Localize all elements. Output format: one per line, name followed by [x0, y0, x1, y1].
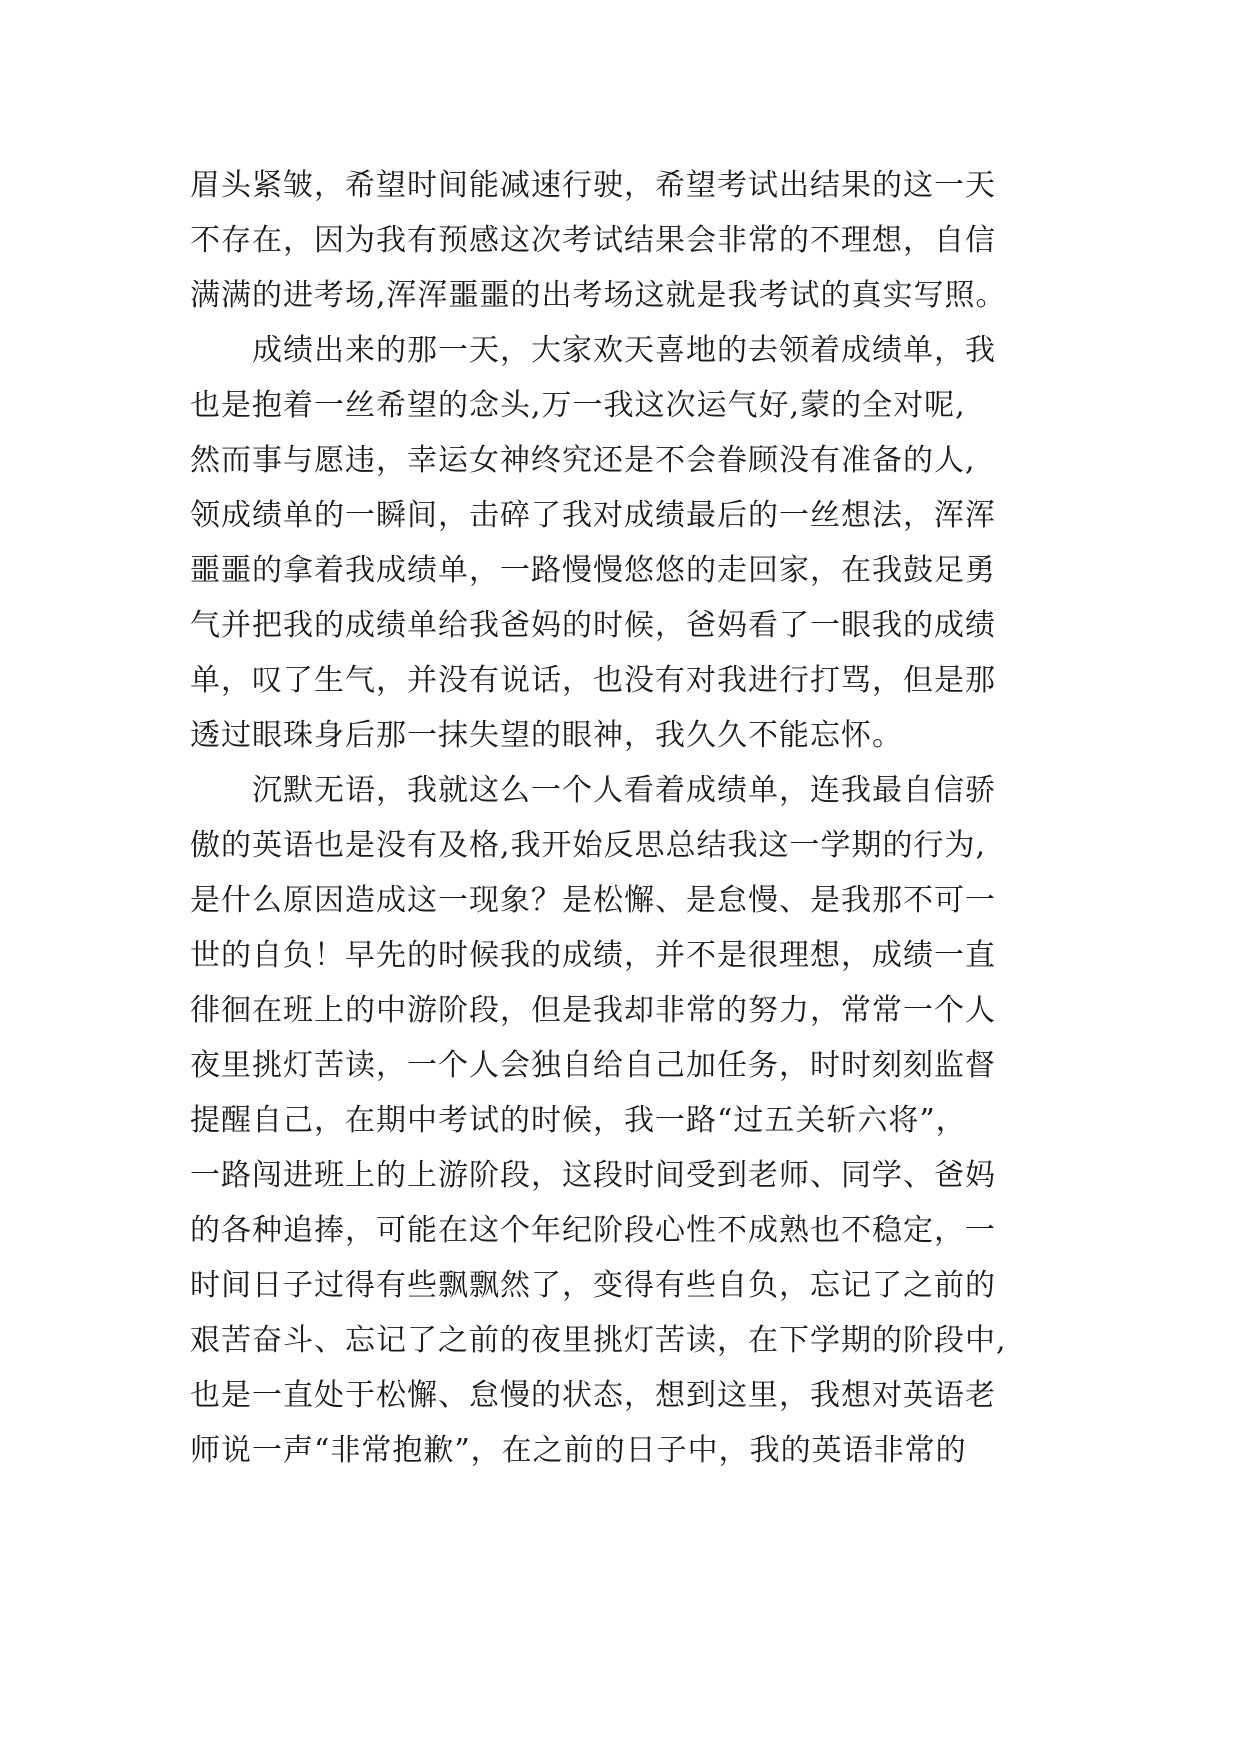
text-line: 成绩出来的那一天，大家欢天喜地的去领着成绩单，我 [190, 333, 996, 368]
text-line: 徘徊在班上的中游阶段，但是我却非常的努力，常常一个人 [190, 993, 996, 1028]
text-line: 噩噩的拿着我成绩单，一路慢慢悠悠的走回家，在我鼓足勇 [190, 553, 996, 588]
text-line: 满满的进考场,浑浑噩噩的出考场这就是我考试的真实写照。 [190, 278, 1007, 313]
text-line: 是什么原因造成这一现象？是松懈、是怠慢、是我那不可一 [190, 883, 996, 918]
text-line: 不存在，因为我有预感这次考试结果会非常的不理想，自信 [190, 223, 996, 258]
text-line: 单，叹了生气，并没有说话，也没有对我进行打骂，但是那 [190, 663, 996, 698]
body-text [190, 158, 1060, 1478]
text-line: 的各种追捧，可能在这个年纪阶段心性不成熟也不稳定，一 [190, 1213, 996, 1248]
text-line: 一路闯进班上的上游阶段，这段时间受到老师、同学、爸妈 [190, 1158, 996, 1193]
text-line: 夜里挑灯苦读，一个人会独自给自己加任务，时时刻刻监督 [190, 1048, 996, 1083]
text-line: 透过眼珠身后那一抹失望的眼神，我久久不能忘怀。 [190, 718, 903, 753]
text-line: 提醒自己，在期中考试的时候，我一路“过五关斩六将”， [190, 1103, 967, 1138]
text-line: 气并把我的成绩单给我爸妈的时候，爸妈看了一眼我的成绩 [190, 608, 996, 643]
text-line: 沉默无语，我就这么一个人看着成绩单，连我最自信骄 [190, 773, 996, 808]
text-line: 领成绩单的一瞬间，击碎了我对成绩最后的一丝想法，浑浑 [190, 498, 996, 533]
text-line: 也是一直处于松懈、怠慢的状态，想到这里，我想对英语老 [190, 1378, 996, 1413]
text-line: 师说一声“非常抱歉”，在之前的日子中，我的英语非常的 [190, 1433, 967, 1468]
text-line: 傲的英语也是没有及格,我开始反思总结我这一学期的行为, [190, 828, 987, 863]
text-line: 时间日子过得有些飘飘然了，变得有些自负，忘记了之前的 [190, 1268, 996, 1303]
text-line: 眉头紧皱，希望时间能减速行驶，希望考试出结果的这一天 [190, 168, 996, 203]
text-line: 艰苦奋斗、忘记了之前的夜里挑灯苦读，在下学期的阶段中, [190, 1323, 1007, 1358]
text-line: 也是抱着一丝希望的念头,万一我这次运气好,蒙的全对呢, [190, 388, 966, 423]
text-line: 然而事与愿违，幸运女神终究还是不会眷顾没有准备的人, [190, 443, 976, 478]
text-line: 世的自负！早先的时候我的成绩，并不是很理想，成绩一直 [190, 938, 996, 973]
